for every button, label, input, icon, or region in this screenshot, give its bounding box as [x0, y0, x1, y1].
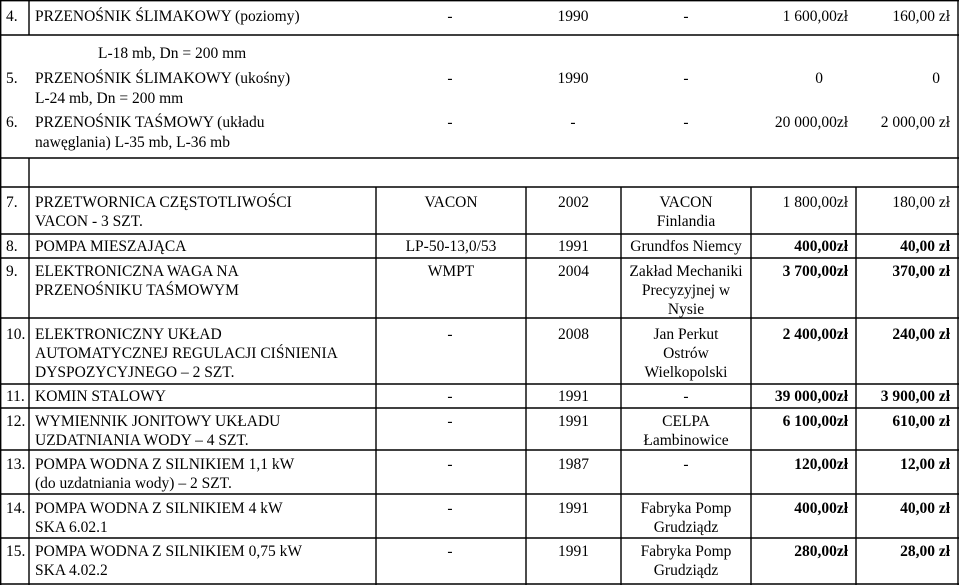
row-number: 7.	[6, 194, 18, 211]
item-value-2: 28,00 zł	[900, 543, 950, 560]
item-name-line: POMPA WODNA Z SILNIKIEM 4 kW	[35, 500, 283, 517]
item-value-2: 240,00 zł	[892, 326, 950, 343]
item-year: -	[570, 114, 576, 131]
item-year: 1991	[558, 413, 589, 430]
item-name-line: KOMIN STALOWY	[35, 388, 166, 405]
item-type: -	[447, 70, 453, 87]
item-type: -	[447, 413, 453, 430]
item-value-2: 0	[932, 70, 940, 87]
item-name-line: SKA 6.02.1	[35, 519, 108, 536]
item-name-line: UZDATNIANIA WODY – 4 SZT.	[35, 432, 249, 449]
item-value: 120,00zł	[794, 456, 848, 473]
item-year: 1991	[558, 388, 589, 405]
item-type: -	[447, 8, 453, 25]
item-year: 1990	[557, 70, 589, 87]
item-maker-line: Fabryka Pomp	[640, 500, 732, 517]
item-maker: -	[683, 388, 689, 405]
item-maker: -	[683, 8, 689, 25]
item-maker-line: Zakład Mechaniki	[629, 263, 743, 280]
item-maker-line: CELPA	[662, 413, 710, 430]
item-value-2: 180,00 zł	[892, 194, 950, 211]
item-maker-line: Grudziądz	[653, 519, 719, 536]
item-value-2: 12,00 zł	[900, 456, 950, 473]
item-value: 400,00zł	[794, 500, 848, 517]
item-maker-line: Łambinowice	[643, 432, 729, 449]
item-maker-line: Fabryka Pomp	[640, 543, 732, 560]
item-year: 2008	[558, 326, 589, 343]
item-name-line: L-18 mb, Dn = 200 mm	[98, 45, 247, 62]
row-number: 15.	[6, 543, 26, 560]
item-name-line: POMPA MIESZAJĄCA	[35, 238, 187, 255]
item-type: -	[447, 114, 453, 131]
item-name-line: DYSPOZYCYJNEGO – 2 SZT.	[35, 364, 235, 381]
item-value-2: 160,00 zł	[892, 8, 950, 25]
item-maker-line: Wielkopolski	[644, 364, 728, 381]
item-name-line: POMPA WODNA Z SILNIKIEM 0,75 kW	[35, 543, 302, 560]
item-type: -	[447, 388, 453, 405]
item-value: 0	[815, 70, 823, 87]
item-type: -	[447, 456, 453, 473]
item-value: 39 000,00zł	[774, 388, 848, 405]
item-year: 1991	[558, 543, 589, 560]
item-maker-line: Grudziądz	[653, 562, 719, 579]
item-name-line: PRZENOŚNIKU TAŚMOWYM	[35, 282, 239, 299]
item-maker-line: Ostrów	[663, 345, 709, 362]
row-number: 14.	[6, 500, 26, 517]
item-name-line: PRZENOŚNIK ŚLIMAKOWY (poziomy)	[35, 8, 300, 25]
row-number: 6.	[6, 114, 18, 131]
item-maker-line: VACON	[659, 194, 713, 211]
item-type: -	[447, 326, 453, 343]
row-number: 9.	[6, 263, 18, 280]
item-maker: -	[683, 114, 689, 131]
item-value: 400,00zł	[794, 238, 848, 255]
item-year: 2004	[558, 263, 589, 280]
item-value: 20 000,00zł	[774, 114, 848, 131]
item-value: 2 400,00zł	[782, 326, 848, 343]
row-number: 5.	[6, 70, 18, 87]
item-type: LP-50-13,0/53	[405, 238, 497, 255]
item-year: 2002	[558, 194, 589, 211]
item-year: 1990	[557, 8, 589, 25]
item-name-line: nawęglania) L-35 mb, L-36 mb	[35, 134, 230, 151]
item-value-2: 370,00 zł	[892, 263, 950, 280]
item-name-line: PRZETWORNICA CZĘSTOTLIWOŚCI	[35, 194, 292, 211]
item-type: -	[447, 500, 453, 517]
item-value: 3 700,00zł	[782, 263, 848, 280]
item-value-2: 3 900,00 zł	[880, 388, 950, 405]
item-value: 1 600,00zł	[782, 8, 848, 25]
item-year: 1991	[558, 500, 589, 517]
item-year: 1991	[558, 238, 589, 255]
item-maker: -	[683, 70, 689, 87]
item-maker-line: Jan Perkut	[653, 326, 719, 343]
row-number: 12.	[6, 413, 26, 430]
item-value-2: 40,00 zł	[900, 500, 950, 517]
item-type: VACON	[424, 194, 478, 211]
item-maker-line: Finlandia	[656, 213, 716, 230]
row-number: 10.	[6, 326, 26, 343]
item-name-line: WYMIENNIK JONITOWY UKŁADU	[35, 413, 281, 430]
item-name-line: SKA 4.02.2	[35, 562, 108, 579]
row-number: 8.	[6, 238, 18, 255]
item-value-2: 610,00 zł	[892, 413, 950, 430]
item-value: 6 100,00zł	[782, 413, 848, 430]
item-maker-line: Precyzyjnej w	[641, 282, 731, 299]
row-number: 11.	[6, 388, 25, 405]
item-name-line: PRZENOŚNIK TAŚMOWY (układu	[35, 114, 265, 131]
item-name-line: (do uzdatniania wody) – 2 SZT.	[35, 475, 232, 492]
item-name-line: PRZENOŚNIK ŚLIMAKOWY (ukośny)	[35, 70, 291, 87]
item-name-line: ELEKTRONICZNA WAGA NA	[35, 263, 239, 280]
row-number: 4.	[6, 8, 18, 25]
item-name-line: ELEKTRONICZNY UKŁAD	[35, 326, 222, 343]
item-maker: -	[683, 456, 689, 473]
item-year: 1987	[558, 456, 589, 473]
item-type: -	[447, 543, 453, 560]
item-value-2: 40,00 zł	[900, 238, 950, 255]
item-name-line: POMPA WODNA Z SILNIKIEM 1,1 kW	[35, 456, 295, 473]
item-value: 1 800,00zł	[782, 194, 848, 211]
item-name-line: AUTOMATYCZNEJ REGULACJI CIŚNIENIA	[35, 345, 338, 362]
item-value: 280,00zł	[794, 543, 848, 560]
item-maker: Grundfos Niemcy	[630, 238, 742, 255]
row-number: 13.	[6, 456, 26, 473]
item-value-2: 2 000,00 zł	[880, 114, 950, 131]
item-maker-line: Nysie	[667, 301, 705, 318]
item-name-line: VACON - 3 SZT.	[35, 213, 143, 230]
item-name-line: L-24 mb, Dn = 200 mm	[35, 90, 184, 107]
item-type: WMPT	[427, 263, 475, 280]
